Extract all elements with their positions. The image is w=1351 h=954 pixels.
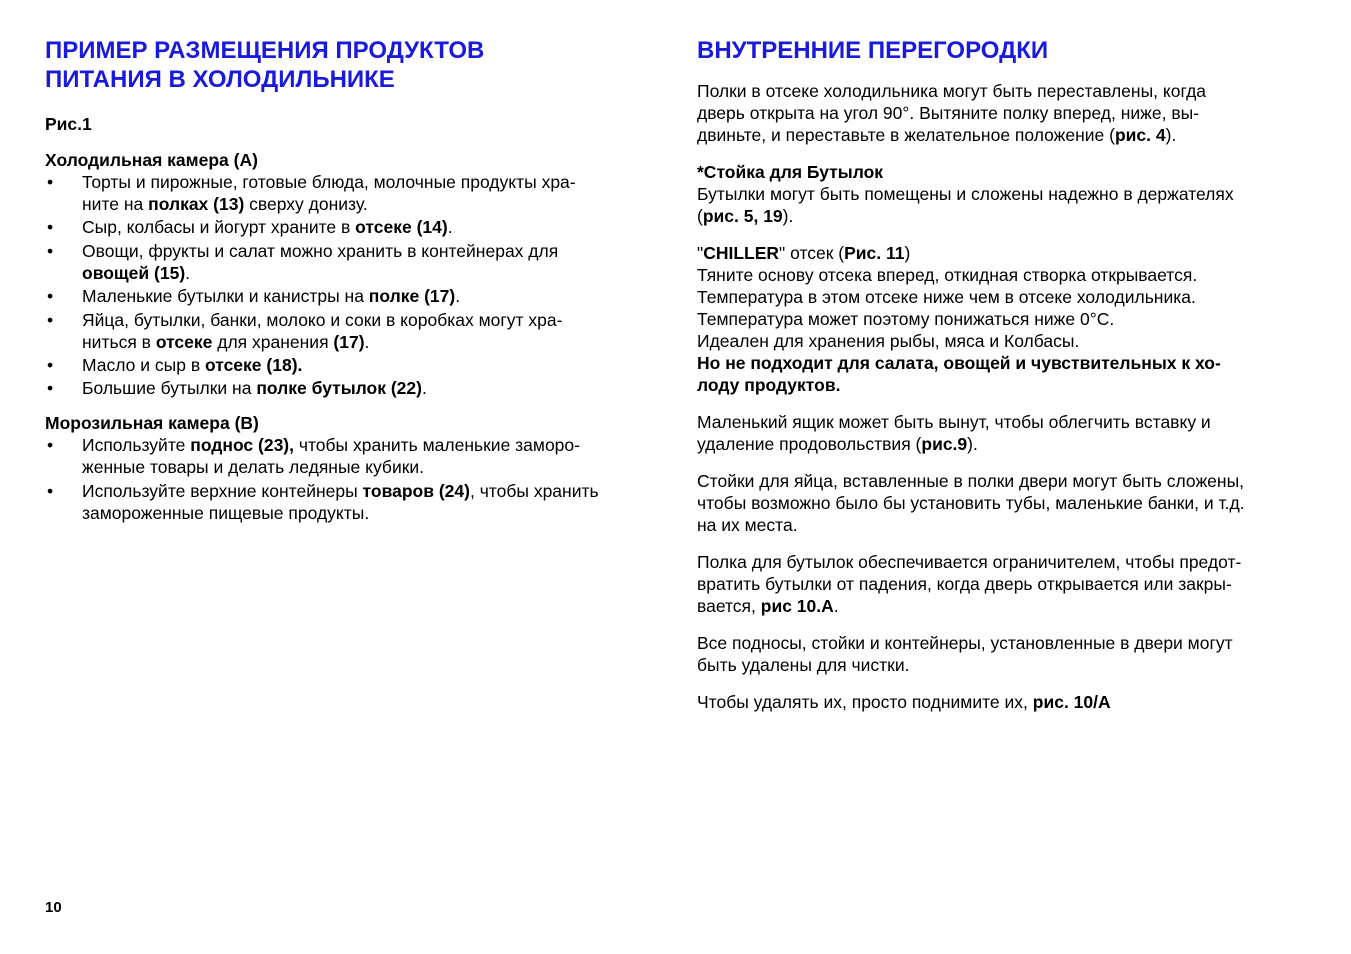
page-number: 10 [45,899,62,916]
list-item: • Яйца, бутылки, банки, молоко и соки в коробках могут хра- ниться в отсеке для хранения (17). [47,309,563,352]
bullet-icon: • [47,240,54,261]
shelves-paragraph: Полки в отсеке холодильника могут быть переставлены, когда дверь открыта на угол 90°. Вытяните полку вперед, ниже, вы- двиньте, и переставьте в желательное положение (рис. 4). [697,81,1207,145]
list-item: • Сыр, колбасы и йогурт храните в отсеке (14). [47,217,453,238]
figure-label: Рис.1 [45,114,92,134]
trays-paragraph: Все подносы, стойки и контейнеры, установленные в двери могут быть удалены для чистки. [697,633,1233,675]
list-item: • Торты и пирожные, готовые блюда, молочные продукты хра- ните на полках (13) сверху донизу. [47,172,576,214]
bottle-shelf-paragraph: Полка для бутылок обеспечивается ограничителем, чтобы предот- вратить бутылки от падения, когда дверь открывается или закры- вается, рис 10.A. [697,552,1242,616]
egg-rack-paragraph: Стойки для яйца, вставленные в полки двери могут быть сложены, чтобы возможно было бы установить тубы, маленькие банки, и т.д. на их места. [697,471,1245,535]
chiller-heading: "CHILLER" отсек (Рис. 11) [697,243,911,263]
list-item: • Масло и сыр в отсеке (18). [47,354,303,375]
remove-paragraph: Чтобы удалять их, просто поднимите их, рис. 10/A [697,692,1111,712]
bullet-icon: • [47,480,54,501]
chiller-section: "CHILLER" отсек (Рис. 11) Тяните основу отсека вперед, откидная створка открывается. Температура в этом отсеке ниже чем в отсеке холодильника. Температура может поэтому понижаться ниже 0°C. Идеален для хранения рыбы, мяса и Колбасы. Но не подходит для салата, овощей и чувствительных к хо- лоду продуктов. [697,243,1221,395]
right-title: ВНУТРЕННИЕ ПЕРЕГОРОДКИ [697,37,1049,64]
bullet-icon: • [47,435,54,456]
bullet-icon: • [47,309,54,330]
fridge-list [45,171,660,399]
right-column [697,36,1312,713]
list-item: • Маленькие бутылки и канистры на полке (17). [47,286,461,307]
left-title: ПРИМЕР РАЗМЕЩЕНИЯ ПРОДУКТОВ ПИТАНИЯ В ХОЛОДИЛЬНИКЕ [45,37,485,93]
freezer-list [45,434,660,523]
bottle-rack-section: *Стойка для Бутылок Бутылки могут быть помещены и сложены надежно в держателях (рис. 5, 19). [697,162,1234,226]
list-item: • Используйте поднос (23), чтобы хранить маленькие заморо- женные товары и делать ледяные кубики. [47,435,580,478]
list-item: • Используйте верхние контейнеры товаров (24), чтобы хранить замороженные пищевые продукты. [47,480,599,523]
list-item: • Большие бутылки на полке бутылок (22). [47,378,427,399]
freezer-heading: Морозильная камера (B) [45,413,259,434]
left-column [45,36,660,525]
bullet-icon: • [47,354,54,375]
bullet-icon: • [47,217,54,238]
drawer-paragraph: Маленький ящик может быть вынут, чтобы облегчить вставку и удаление продовольствия (рис.9). [697,412,1211,454]
bullet-icon: • [47,172,54,192]
fridge-heading: Холодильная камера (A) [45,150,258,170]
bottle-rack-heading: *Стойка для Бутылок [697,162,884,182]
list-item: • Овощи, фрукты и салат можно хранить в контейнерах для овощей (15). [47,240,559,283]
bullet-icon: • [47,286,54,307]
bullet-icon: • [47,378,54,399]
